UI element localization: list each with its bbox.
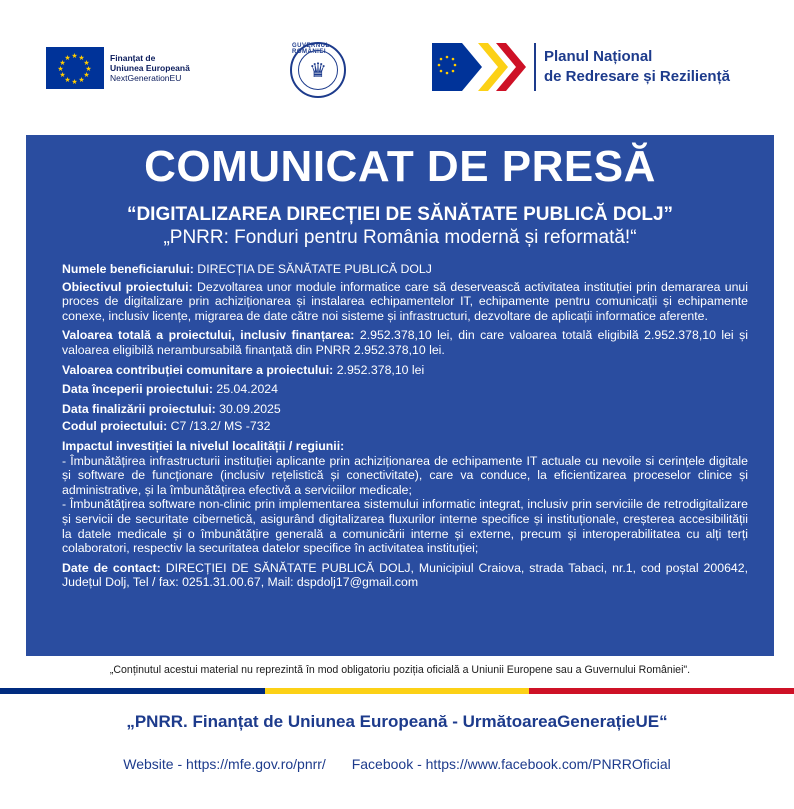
pnrr-title: [544, 47, 730, 87]
community-label: Valoarea contribuției comunitare a proiectului:: [62, 362, 334, 377]
eu-flag-icon: ★ ★ ★ ★ ★ ★ ★ ★ ★ ★ ★ ★: [46, 47, 104, 89]
pnrr-logo: [432, 43, 730, 91]
contact-value: DIRECȚIEI DE SĂNĂTATE PUBLICĂ DOLJ, Municipiul Craiova, strada Tabaci, nr.1, cod poștal 200642, Județul Dolj, Tel / fax: 0251.31.00.67, Mail: dspdolj17@gmail.com: [62, 560, 748, 590]
press-release-body: [62, 262, 748, 590]
total-value-row: [62, 328, 748, 357]
community-value: 2.952.378,10 lei: [333, 362, 425, 377]
gov-seal-text: GUVERNUL ROMÂNIEI: [292, 43, 330, 55]
total-value-label: Valoarea totală a proiectului, inclusiv finanțarea:: [62, 328, 355, 343]
impact-item-1: - Îmbunătățirea infrastructurii instituției aplicante prin achiziționarea de echipamente IT actuale cu nevoile si cerințele digitale și software de funcționare (inclusiv rețelistică și conectivitate), care va conduce, la eficientizarea proceselor clinice și administrative, și la îmbunătățirea efectivă a serviciilor medicale;: [62, 453, 748, 497]
footer-title: „PNRR. Finanțat de Uniunea Europeană - UrmătoareaGenerațieUE“: [126, 712, 668, 731]
tricolor-stripe: [0, 688, 794, 694]
end-date-row: [62, 402, 748, 417]
stripe-blue: [0, 688, 265, 694]
page-title: COMUNICAT DE PRESĂ: [144, 142, 656, 191]
facebook-link[interactable]: Facebook - https://www.facebook.com/PNRROficial: [351, 756, 671, 772]
contact-row: [62, 561, 748, 590]
end-date-value: 30.09.2025: [215, 401, 281, 416]
eu-funding-text: [110, 53, 190, 83]
impact-label: Impactul investiției la nivelul localității / regiunii:: [62, 438, 345, 453]
impact-heading: [62, 439, 748, 454]
eu-line1: Finanțat de: [110, 53, 156, 63]
eu-line2: Uniunea Europeană: [110, 63, 190, 73]
beneficiary-row: [62, 262, 748, 277]
eu-line3: NextGenerationEU: [110, 73, 182, 83]
impact-item-2: - Îmbunătățirea software non-clinic prin implementarea sistemului informatic integrat, inclusiv prin serviciile de retrodigitalizare și servicii de securitate cibernetică, asigurând digitalizarea fluxurilor interne specifice și instituționale, creșterea accesibilității la datele medicale și o îmbunătățire generală a comunicării interne și externe, precum și interoperabilitatea cu alți terți colaboratori, respectiv la securitatea datelor specifice în activitatea instituției;: [62, 497, 748, 556]
contact-label: Date de contact:: [62, 560, 161, 575]
project-code-row: [62, 419, 748, 434]
total-value-value: 2.952.378,10 lei, din care valoarea totală eligibilă 2.952.378,10 lei și valoarea eligibilă nerambursabilă finanțată din PNRR 2.952.378,10 lei.: [62, 328, 748, 357]
community-row: [62, 363, 748, 378]
project-slogan: „PNRR: Fonduri pentru România modernă și reformată!“: [163, 227, 637, 248]
start-date-row: [62, 382, 748, 397]
start-date-label: Data începerii proiectului:: [62, 382, 214, 397]
project-code-value: C7 /13.2/ MS -732: [167, 419, 271, 434]
beneficiary-value: DIRECȚIA DE SĂNĂTATE PUBLICĂ DOLJ: [193, 262, 432, 276]
website-link[interactable]: Website - https://mfe.gov.ro/pnrr/: [123, 756, 326, 772]
objective-label: Obiectivul proiectului:: [62, 279, 193, 294]
project-code-label: Codul proiectului:: [62, 419, 168, 434]
government-seal-logo: [290, 42, 346, 98]
press-release-panel: [26, 135, 774, 656]
stripe-red: [529, 688, 794, 694]
objective-row: [62, 280, 748, 324]
pnrr-line1: Planul Național: [544, 48, 653, 65]
objective-value: Dezvoltarea unor module informatice care să deservească activitatea instituției prin demararea unui proces de digitalizare prin achiziționarea și instalarea echipamentelor IT, echipamente pentru comunicații și echipamente conexe, inclusiv licențe, migrarea de date către noi sisteme și infrastructuri, dezvoltare de aplicații informatice aferente.: [62, 279, 748, 323]
pnrr-line2: de Redresare și Reziliență: [544, 68, 730, 85]
start-date-value: 25.04.2024: [213, 382, 278, 397]
disclaimer-text: „Conținutul acestui material nu reprezintă în mod obligatoriu poziția oficială a Uniunii Europene sau a Guvernului României".: [109, 664, 691, 676]
stripe-yellow: [265, 688, 530, 694]
beneficiary-label: Numele beneficiarului:: [62, 262, 194, 276]
pnrr-arrows-icon: [432, 43, 526, 91]
footer-links: [0, 756, 794, 773]
pnrr-divider: [534, 43, 536, 91]
eagle-crest-icon: ♛: [298, 50, 338, 90]
eu-funding-logo: [46, 47, 190, 89]
project-title: “DIGITALIZAREA DIRECȚIEI DE SĂNĂTATE PUBLICĂ DOLJ”: [126, 204, 674, 225]
end-date-label: Data finalizării proiectului:: [62, 401, 216, 416]
